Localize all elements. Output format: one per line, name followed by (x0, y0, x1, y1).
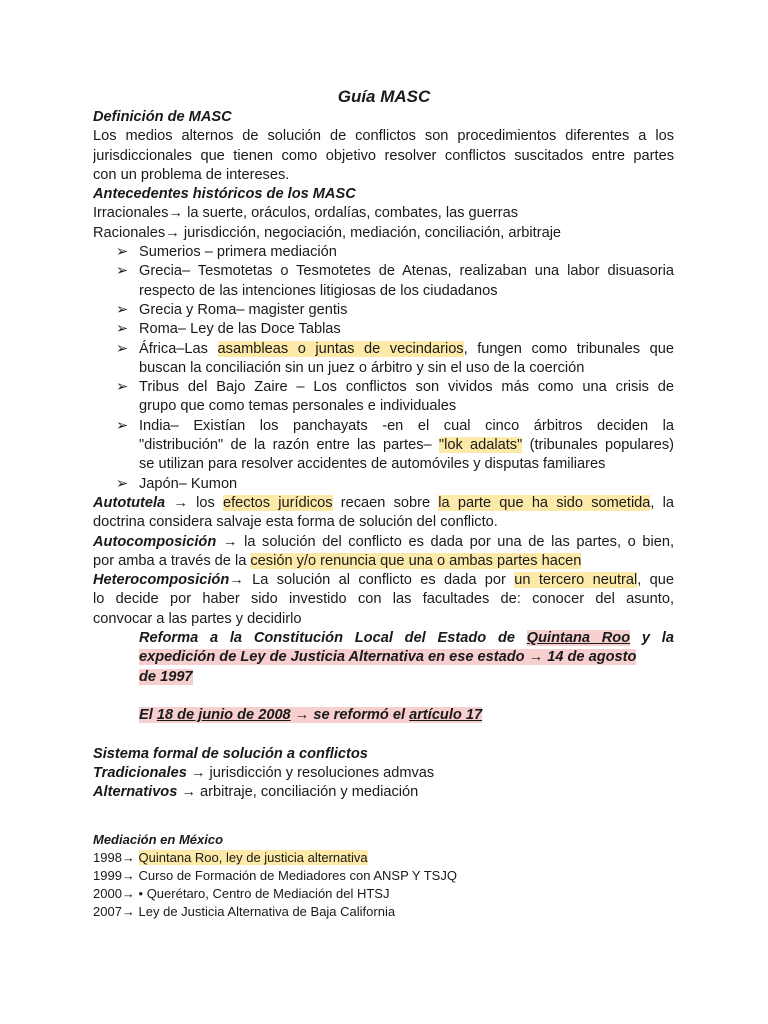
arrow-bullet-icon: ➢ (116, 321, 129, 338)
reforma-line-4 (93, 706, 674, 725)
definition-heading: Definición de MASC (93, 109, 232, 125)
definition-line-1: Los medios alternos de solución de conflictos son procedimientos diferentes a los (93, 128, 674, 145)
highlighted-text: Quintana Roo, ley de justicia alternativa (138, 849, 368, 865)
text-run: y la (630, 630, 674, 647)
list-item (93, 262, 674, 281)
list-item (93, 340, 674, 359)
list-item-continuation: buscan la conciliación sin un juez o árbitro y sin el uso de la coerción (139, 359, 585, 376)
heterocomposicion-line-1 (93, 571, 674, 590)
autocomposicion-line-2 (93, 552, 674, 571)
highlighted-text: "lok adalats" (438, 437, 523, 454)
highlighted-text: cesión y/o renuncia que una o ambas partes hacen (250, 552, 582, 569)
text-run: "distribución" de la razón entre las partes– (139, 437, 439, 454)
mediacion-heading: Mediación en México (93, 831, 224, 847)
text-run: (tribunales populares) (522, 437, 674, 454)
text-run: → se reformó el (290, 707, 410, 724)
heterocomposicion-line-2: lo decide por haber sido investido con las facultades de: conocer del asunto, (93, 591, 674, 608)
list-item (93, 320, 674, 339)
text-run: → la solución del conflicto es dada por una de las partes, o bien, (216, 533, 674, 550)
text-run: por amba a través de la (93, 552, 251, 569)
underlined-text: 18 de junio de 2008 (156, 707, 291, 724)
racionales-line: Racionales→ jurisdicción, negociación, mediación, conciliación, arbitraje (93, 224, 562, 241)
definition-line-3: con un problema de intereses. (93, 166, 290, 183)
list-item-continuation: se utilizan para resolver accidentes de automóviles y disputas familiares (139, 456, 606, 473)
list-item (93, 417, 674, 436)
highlighted-text: expedición de Ley de Justicia Alternativa en ese estado → 14 de agosto (139, 649, 637, 666)
list-item-text: Sumerios – primera mediación (139, 244, 337, 261)
arrow-bullet-icon: ➢ (116, 340, 129, 357)
arrow-bullet-icon: ➢ (116, 379, 129, 396)
text-run: → La solución al conflicto es dada por (229, 572, 515, 589)
highlighted-text: efectos jurídicos (222, 494, 333, 511)
list-item (93, 243, 674, 262)
text-run: recaen sobre (332, 494, 439, 511)
list-item-text: Tribus del Bajo Zaire – Los conflictos son vividos más como una crisis de (139, 379, 674, 396)
autotutela-line-1 (93, 494, 674, 513)
spacer (93, 726, 674, 745)
highlighted-text: de 1997 (139, 668, 193, 685)
tradicionales-line (93, 764, 674, 783)
timeline-item: 2007→ Ley de Justicia Alternativa de Baja California (93, 903, 396, 919)
highlighted-text: la parte que ha sido sometida (438, 494, 651, 511)
reforma-line-1 (93, 629, 674, 648)
highlighted-text: Quintana Roo (526, 630, 631, 647)
list-item (93, 475, 674, 494)
list-item (93, 378, 674, 397)
alternativos-line (93, 783, 674, 802)
list-item-continuation: respecto de las intenciones litigiosas de los ciudadanos (139, 282, 498, 299)
list-item-text: Grecia– Tesmotetas o Tesmotetes de Atenas, realizaban una labor disuasoria (139, 263, 674, 280)
highlighted-text: un tercero neutral (514, 572, 638, 589)
spacer (93, 687, 674, 706)
term-label: Alternativos (93, 784, 178, 801)
arrow-bullet-icon: ➢ (116, 244, 129, 261)
reforma-line-2 (93, 648, 674, 667)
arrow-bullet-icon: ➢ (116, 417, 129, 434)
list-item-continuation: grupo que como temas personales e individuales (139, 398, 457, 415)
text-run: → arbitraje, conciliación y mediación (177, 784, 419, 801)
text-run: , fungen como tribunales que (463, 340, 674, 357)
definition-line-2: jurisdiccionales que tienen como objetivo resolver conflictos suscitados entre partes (93, 147, 674, 164)
arrow-bullet-icon: ➢ (116, 301, 129, 318)
list-item-text (139, 340, 674, 359)
text-run: 1998→ (93, 849, 139, 865)
text-run: El (139, 707, 157, 724)
text-run: → jurisdicción y resoluciones admvas (186, 765, 435, 782)
document-body (93, 108, 674, 921)
mediacion-section (93, 831, 674, 921)
list-item-continuation (93, 436, 674, 455)
highlighted-text (139, 707, 482, 723)
timeline-item: 2000→ • Querétaro, Centro de Mediación del HTSJ (93, 885, 390, 901)
timeline-item: 1999→ Curso de Formación de Mediadores con ANSP Y TSJQ (93, 867, 457, 883)
list-item-text: India– Existían los panchayats -en el cual cinco árbitros deciden la (139, 417, 674, 434)
underlined-text: artículo 17 (409, 707, 483, 724)
list-item-text: Japón– Kumon (139, 475, 238, 492)
term-label: Tradicionales (93, 765, 187, 782)
sistema-heading: Sistema formal de solución a conflictos (93, 745, 368, 762)
text-run: Reforma a la Constitución Local del Estado de (139, 630, 527, 647)
heterocomposicion-line-3: convocar a las partes y decidirlo (93, 610, 302, 627)
list-item-text: Roma– Ley de las Doce Tablas (139, 321, 341, 338)
arrow-bullet-icon: ➢ (116, 263, 129, 280)
text-run: → los (165, 494, 223, 511)
spacer (93, 803, 674, 831)
arrow-bullet-icon: ➢ (116, 475, 129, 492)
history-heading: Antecedentes históricos de los MASC (93, 186, 356, 203)
term-label: Autotutela (93, 494, 166, 511)
highlighted-text: asambleas o juntas de vecindarios (217, 340, 464, 357)
list-item (93, 301, 674, 320)
text-run: , la (650, 494, 674, 511)
page-title: Guía MASC (337, 87, 431, 106)
reforma-line-3 (93, 668, 674, 687)
autotutela-line-2: doctrina considera salvaje esta forma de solución del conflicto. (93, 514, 498, 531)
list-item-text: Grecia y Roma– magister gentis (139, 301, 348, 318)
text-run: , que (637, 572, 674, 589)
term-label: Heterocomposición (93, 572, 230, 589)
autocomposicion-line-1 (93, 533, 674, 552)
text-run: África–Las (139, 340, 218, 357)
irracionales-line: Irracionales→ la suerte, oráculos, ordalías, combates, las guerras (93, 205, 519, 222)
timeline-item (93, 849, 674, 867)
term-label: Autocomposición (93, 533, 217, 550)
